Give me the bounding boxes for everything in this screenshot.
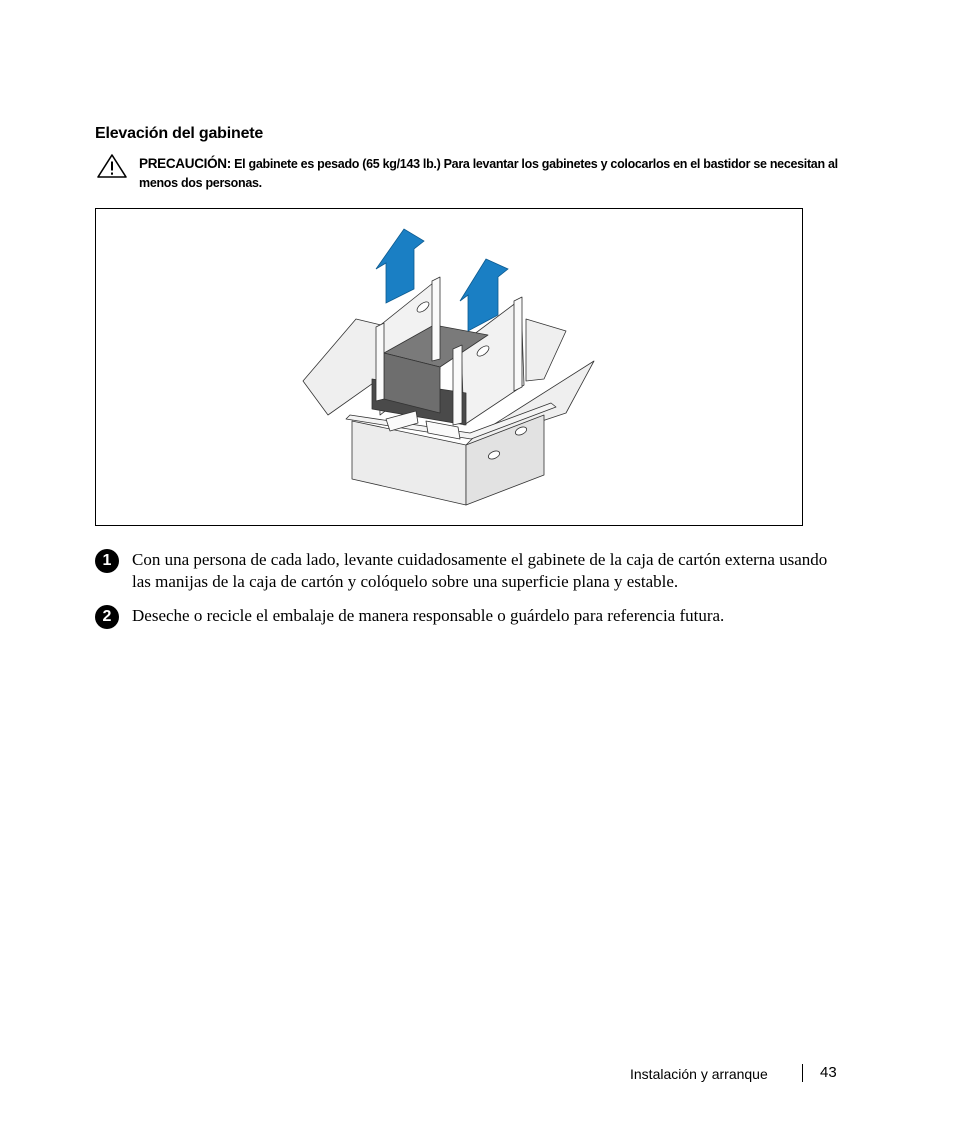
step-text: Con una persona de cada lado, levante cuidadosamente el gabinete de la caja de cartón externa usando las manijas de la caja de cartón y colóquelo sobre una superficie plana y estable. xyxy=(132,550,828,591)
corner-post xyxy=(453,345,462,425)
lift-arrow-left xyxy=(376,229,424,303)
step-number-badge: 2 xyxy=(95,605,119,629)
caution-body: El gabinete es pesado (65 kg/143 lb.) Para levantar los gabinetes y colocarlos en el bastidor se necesitan al menos dos personas. xyxy=(139,157,838,190)
corner-post xyxy=(376,323,384,401)
caution-message xyxy=(139,154,879,193)
cabinet-lifting-drawing xyxy=(96,209,802,525)
page-number: 43 xyxy=(820,1064,837,1081)
lifting-illustration xyxy=(95,208,803,526)
warning-triangle-icon xyxy=(96,153,128,179)
box-flap-rear xyxy=(526,319,566,381)
step-text: Deseche o recicle el embalaje de manera responsable o guárdelo para referencia futura. xyxy=(132,606,725,625)
footer-section-title: Instalación y arranque xyxy=(630,1066,768,1082)
caution-label: PRECAUCIÓN: xyxy=(139,156,231,171)
corner-post xyxy=(432,277,440,361)
footer-divider xyxy=(802,1064,803,1082)
section-heading: Elevación del gabinete xyxy=(95,125,264,142)
step-number-badge: 1 xyxy=(95,549,119,573)
corner-post xyxy=(514,297,522,391)
